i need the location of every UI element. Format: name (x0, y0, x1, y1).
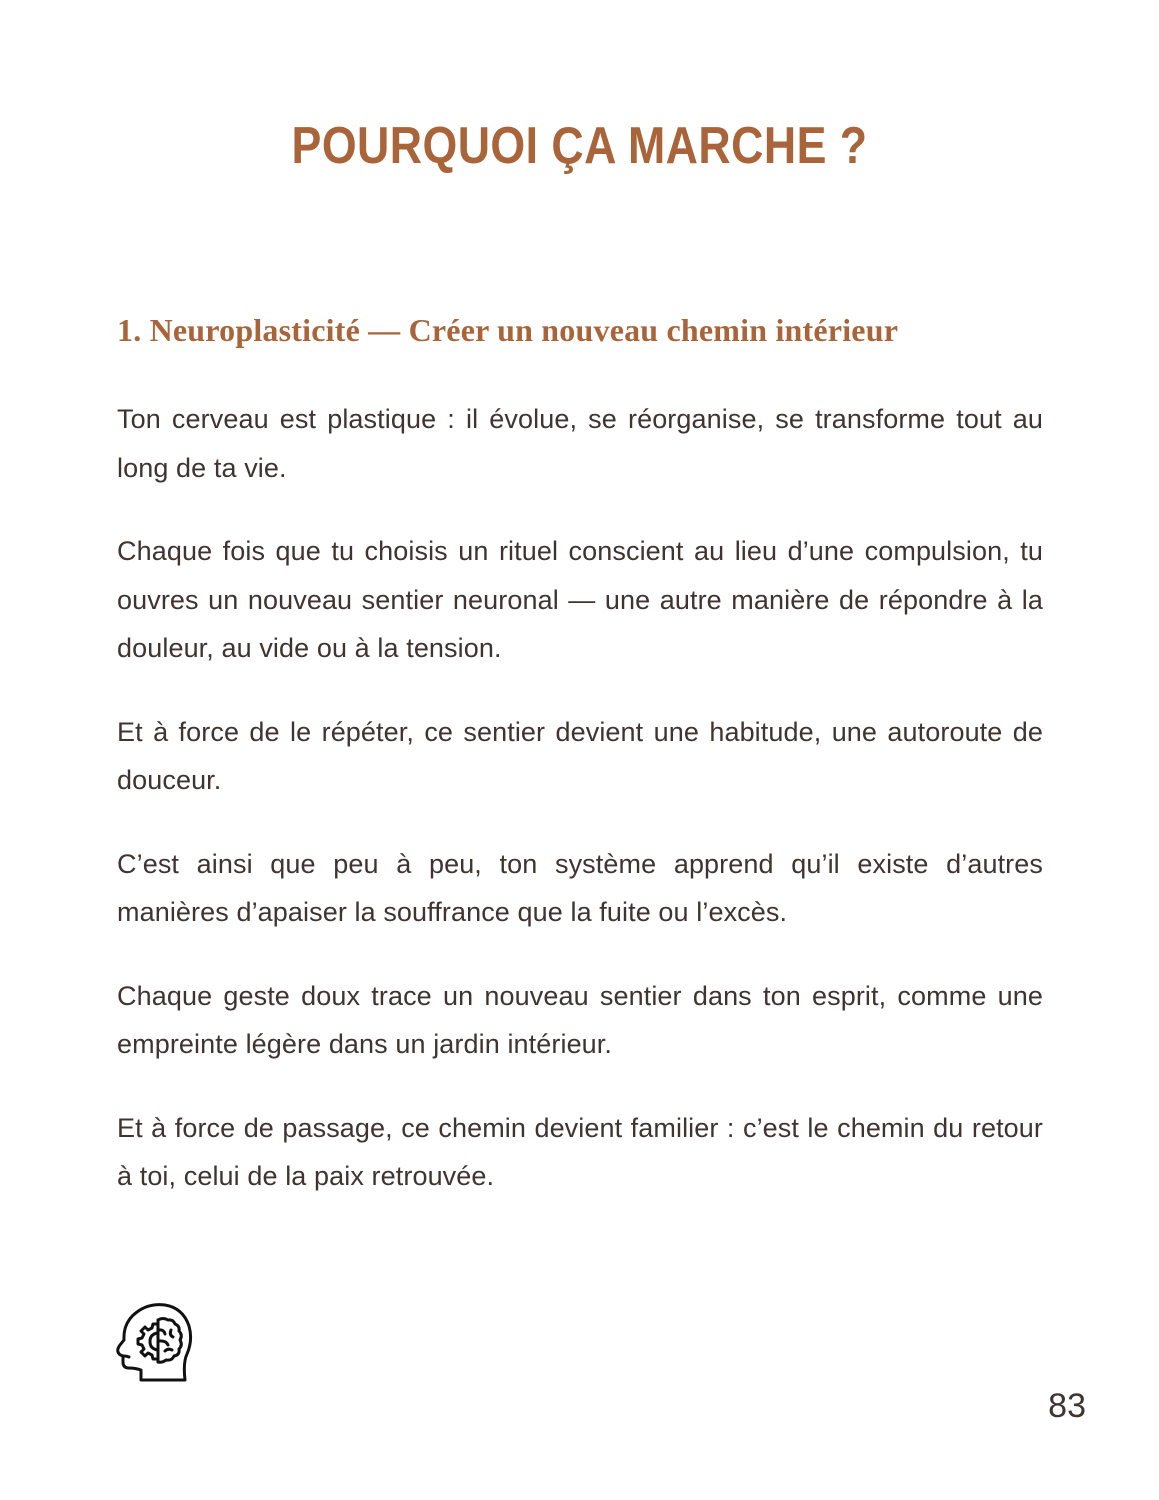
page-number: 83 (1048, 1387, 1086, 1425)
paragraph: C’est ainsi que peu à peu, ton système apprend qu’il existe d’autres manières d’apaiser la souffrance que la fuite ou l’excès. (117, 848, 1043, 927)
paragraph: Chaque fois que tu choisis un rituel conscient au lieu d’une compulsion, tu ouvres un nouveau sentier neuronal — une autre manière de répondre à la douleur, au vide ou à la tension. (117, 536, 1043, 663)
paragraph: Chaque geste doux trace un nouveau sentier dans ton esprit, comme une empreinte légère dans un jardin intérieur. (117, 980, 1043, 1059)
body-text (117, 395, 1043, 1236)
page-title: POURQUOI ÇA MARCHE ? (291, 117, 868, 175)
paragraph: Et à force de passage, ce chemin devient familier : c’est le chemin du retour à toi, celui de la paix retrouvée. (117, 1112, 1043, 1191)
paragraph: Ton cerveau est plastique : il évolue, se réorganise, se transforme tout au long de ta vie. (117, 404, 1043, 483)
paragraph: Et à force de le répéter, ce sentier devient une habitude, une autoroute de douceur. (117, 716, 1043, 795)
section-heading: 1. Neuroplasticité — Créer un nouveau chemin intérieur (117, 312, 899, 348)
head-with-brain-gear-icon (113, 1300, 195, 1386)
